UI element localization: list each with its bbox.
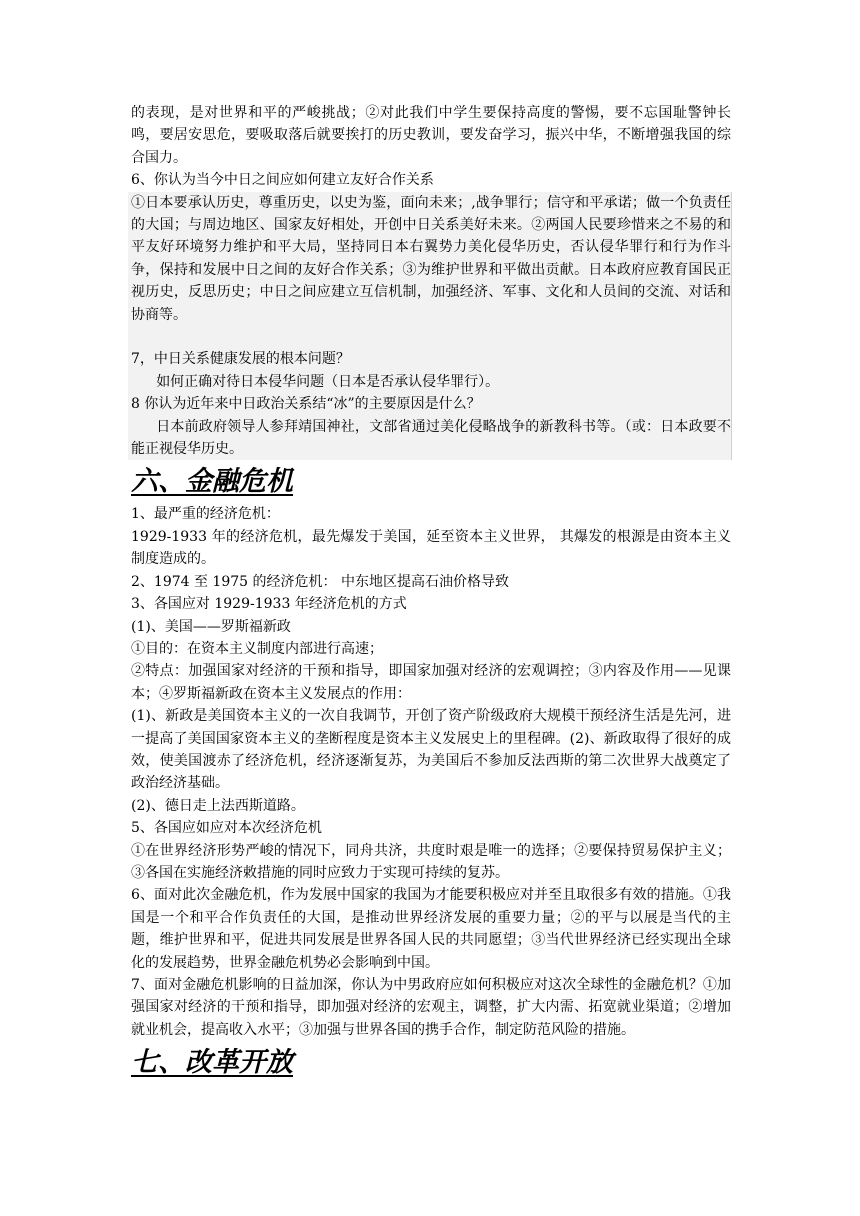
shaded-answer-block (128, 192, 732, 461)
s6-item: 5、各国应如应对本次经济危机 (131, 820, 322, 837)
question-6-title: 6、你认为当今中日之间应如何建立友好合作关系 (131, 172, 434, 189)
intro-paragraph: 的表现，是对世界和平的严峻挑战；②对此我们中学生要保持高度的警惕，要不忘国耻警钟长鸣，要居安思危，要吸取落后就要挨打的历史教训，要发奋学习，振兴中华，不断增强我国的综合国力。 (131, 105, 731, 166)
section-6-heading: 六、金融危机 (131, 466, 293, 498)
question-8-answer: 日本前政府领导人参拜靖国神社，文部省通过美化侵略战争的新教科书等。（或：日本政要不能正视侵华历史。 (131, 418, 731, 458)
s6-item: ②特点：加强国家对经济的干预和指导，即国家加强对经济的宏观调控；③内容及作用——见课本；④罗斯福新政在资本主义发展点的作用： (131, 663, 731, 702)
blank-line (131, 326, 731, 348)
question-7-title: 7，中日关系健康发展的根本问题？ (131, 351, 350, 368)
question-8-title: 8 你认为近年来中日政治关系结“冰”的主要原因是什么？ (131, 396, 481, 413)
question-7-answer: 如何正确对待日本侵华问题（日本是否承认侵华罪行）。 (156, 373, 500, 390)
s6-item: 2、1974 至 1975 的经济危机： 中东地区提高石油价格导致 (131, 573, 509, 590)
s6-item: (2)、德日走上法西斯道路。 (131, 797, 305, 814)
s6-item: (1)、新政是美国资本主义的一次自我调节，开创了资产阶级政府大规模干预经济生活是先河，进一提高了美国国家资本主义的垄断程度是资本主义发展史上的里程碑。(2)、新政取得了很好的成效，使美国渡赤了经济危机，经济逐渐复苏，为美国后不参加反法西斯的第二次世界大战奠定了政治经济基础。 (131, 708, 731, 792)
s6-item: ①在世界经济形势严峻的情况下，同舟共济，共度时艰是唯一的选择；②要保持贸易保护主义；③各国在实施经济敕措施的同时应致力于实现可持续的复苏。 (131, 842, 731, 881)
s6-item: 1、最严重的经济危机： (131, 506, 280, 523)
s6-item: 3、各国应对 1929-1933 年经济危机的方式 (131, 596, 407, 613)
document-page (131, 102, 731, 1084)
s6-item: 1929-1933 年的经济危机，最先爆发于美国，延至资本主义世界， 其爆发的根源是由资本主义制度造成的。 (131, 528, 731, 568)
section-7-heading: 七、改革开放 (131, 1047, 293, 1079)
s6-item: (1)、美国——罗斯福新政 (131, 618, 291, 635)
question-6-answer: ①日本要承认历史，尊重历史，以史为鉴，面向未来；,战争罪行；信守和平承诺；做一个负责任的大国；与周边地区、国家友好相处，开创中日关系美好未来。②两国人民要珍惜来之不易的和平友好环境努力维护和平大局，坚持同日本右翼势力美化侵华历史，否认侵华罪行和行为作斗争，保持和发展中日之间的友好合作关系；③为维护世界和平做出贡献。日本政府应教育国民正视历史，反思历史；中日之间应建立互信机制，加强经济、军事、文化和人员间的交流、对话和协商等。 (131, 194, 731, 323)
s6-item: ①目的：在资本主义制度内部进行高速； (131, 640, 383, 657)
s6-item: 6、面对此次金融危机，作为发展中国家的我国为才能要积极应对并至且取很多有效的措施。①我国是一个和平合作负责任的大国，是推动世界经济发展的重要力量；②的平与以展是当代的主题，维护世界和平，促进共同发展是世界各国人民的共同愿望；③当代世界经济已经实现出全球化的发展趋势，世界金融危机势必会影响到中国。 (131, 887, 731, 971)
s6-item: 7、面对金融危机影响的日益加深，你认为中男政府应如何积极应对这次全球性的金融危机？①加强国家对经济的干预和指导，即加强对经济的宏观主，调整，扩大内需、拓宽就业渠道；②增加就业机会，提高收入水平；③加强与世界各国的携手合作，制定防范风险的措施。 (131, 977, 731, 1038)
